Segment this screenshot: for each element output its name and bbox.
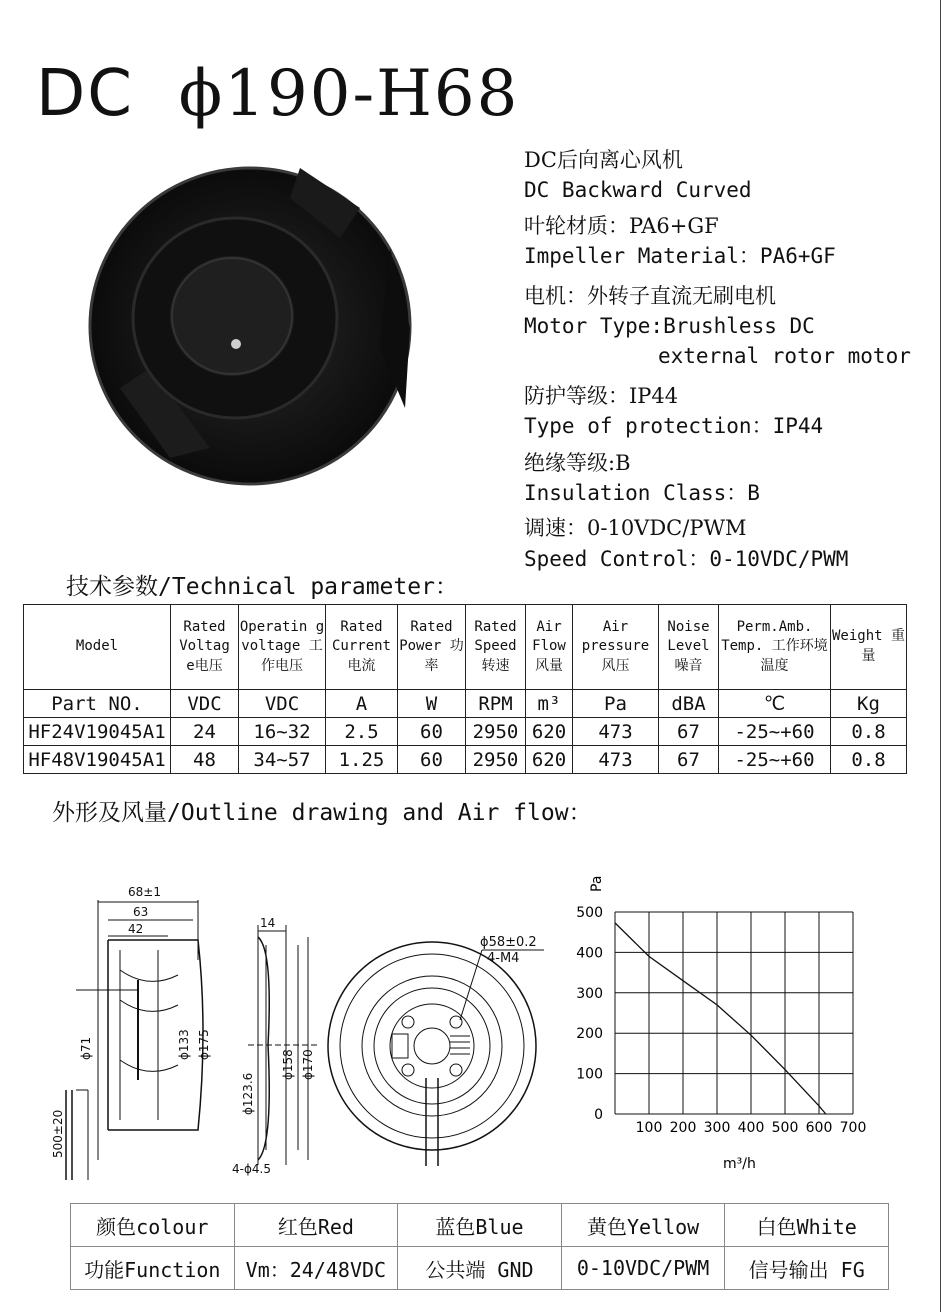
dim-175: ϕ175 bbox=[197, 1029, 211, 1060]
y-tick-label: 100 bbox=[576, 1066, 603, 1083]
dim-14: 14 bbox=[260, 916, 276, 930]
function-header: 功能Function bbox=[71, 1247, 235, 1290]
header-weight: Weight 重量 bbox=[831, 605, 907, 690]
dim-58: ϕ58±0.2 bbox=[480, 935, 537, 950]
spec-motor-en2: external rotor motor bbox=[658, 344, 911, 368]
pq-curve-line bbox=[615, 923, 826, 1114]
table-row bbox=[71, 1204, 889, 1247]
colour-white: 白色White bbox=[725, 1204, 889, 1247]
x-tick-label: 400 bbox=[737, 1120, 765, 1136]
dim-123: ϕ123.6 bbox=[241, 1072, 255, 1115]
airflow-chart bbox=[565, 870, 920, 1180]
dim-68: 68±1 bbox=[128, 885, 161, 899]
x-tick-label: 200 bbox=[669, 1120, 697, 1136]
table-cell: -25~+60 bbox=[719, 718, 831, 746]
tech-units-row bbox=[24, 690, 907, 718]
spec-motor-cn: 电机：外转子直流无刷电机 bbox=[524, 284, 776, 308]
spec-protection-en: Type of protection：IP44 bbox=[524, 414, 824, 438]
spec-speed-en: Speed Control：0-10VDC/PWM bbox=[524, 547, 849, 571]
header-operating-voltage: Operatin g voltage 工作电压 bbox=[239, 605, 326, 690]
unit-cell: Kg bbox=[831, 690, 907, 718]
table-cell: 620 bbox=[526, 746, 573, 774]
colour-blue: 蓝色Blue bbox=[398, 1204, 562, 1247]
title-model: 190-H68 bbox=[224, 57, 520, 131]
header-rated-voltage: Rated Voltag e电压 bbox=[171, 605, 239, 690]
function-vm: Vm：24/48VDC bbox=[234, 1247, 398, 1290]
table-cell: 16~32 bbox=[239, 718, 326, 746]
x-tick-label: 100 bbox=[635, 1120, 663, 1136]
header-rated-power: Rated Power 功率 bbox=[398, 605, 466, 690]
product-title bbox=[36, 57, 520, 131]
dim-holes: 4-ϕ4.5 bbox=[232, 1162, 271, 1176]
header-noise-level: Noise Level 噪音 bbox=[659, 605, 719, 690]
table-cell: 34~57 bbox=[239, 746, 326, 774]
header-air-flow: Air Flow 风量 bbox=[526, 605, 573, 690]
chart-grid bbox=[615, 912, 853, 1114]
spec-impeller-cn: 叶轮材质：PA6+GF bbox=[524, 214, 719, 238]
side-view-drawing bbox=[48, 880, 238, 1180]
y-tick-label: 0 bbox=[594, 1107, 603, 1123]
header-rated-speed: Rated Speed 转速 bbox=[466, 605, 526, 690]
unit-cell: VDC bbox=[239, 690, 326, 718]
dim-500: 500±20 bbox=[51, 1109, 65, 1158]
unit-cell: RPM bbox=[466, 690, 526, 718]
spec-type-cn: DC后向离心风机 bbox=[524, 148, 683, 172]
x-tick-label: 500 bbox=[771, 1120, 799, 1136]
tech-heading: 技术参数/Technical parameter： bbox=[66, 574, 458, 600]
x-tick-label: 700 bbox=[839, 1120, 867, 1136]
dim-m4: 4-M4 bbox=[487, 951, 520, 966]
chart-ticks bbox=[576, 905, 866, 1136]
colour-red: 红色Red bbox=[234, 1204, 398, 1247]
colour-header: 颜色colour bbox=[71, 1204, 235, 1247]
unit-cell: W bbox=[398, 690, 466, 718]
spec-motor-en: Motor Type:Brushless DC bbox=[524, 314, 815, 338]
table-cell: 60 bbox=[398, 718, 466, 746]
spec-type-en: DC Backward Curved bbox=[524, 178, 752, 202]
table-cell: 60 bbox=[398, 746, 466, 774]
spec-speed-cn: 调速：0-10VDC/PWM bbox=[524, 516, 747, 540]
table-cell: 0.8 bbox=[831, 746, 907, 774]
wire-colour-table bbox=[70, 1203, 889, 1290]
chart-ylabel: Pa bbox=[589, 875, 605, 892]
function-fg: 信号输出 FG bbox=[725, 1247, 889, 1290]
y-tick-label: 400 bbox=[576, 945, 603, 962]
function-control: 0-10VDC/PWM bbox=[561, 1247, 725, 1290]
table-cell: 48 bbox=[171, 746, 239, 774]
table-cell: 473 bbox=[573, 746, 659, 774]
table-cell: 2.5 bbox=[326, 718, 398, 746]
dim-158: ϕ158 bbox=[281, 1049, 295, 1080]
chart-xlabel: m³/h bbox=[723, 1156, 756, 1172]
dim-133: ϕ133 bbox=[177, 1029, 191, 1060]
spec-impeller-en: Impeller Material：PA6+GF bbox=[524, 244, 836, 268]
dim-71: ϕ71 bbox=[79, 1036, 93, 1060]
table-cell: 2950 bbox=[466, 746, 526, 774]
spec-insulation-cn: 绝缘等级:B bbox=[524, 451, 631, 475]
table-cell: -25~+60 bbox=[719, 746, 831, 774]
dim-42: 42 bbox=[128, 922, 144, 936]
dim-170: ϕ170 bbox=[301, 1049, 315, 1080]
spec-protection-cn: 防护等级：IP44 bbox=[524, 384, 679, 408]
title-phi: ϕ bbox=[178, 57, 225, 131]
x-tick-label: 300 bbox=[703, 1120, 731, 1136]
dim-63: 63 bbox=[133, 905, 149, 919]
tech-table bbox=[23, 604, 907, 774]
function-gnd: 公共端 GND bbox=[398, 1247, 562, 1290]
unit-cell: Pa bbox=[573, 690, 659, 718]
spec-insulation-en: Insulation Class：B bbox=[524, 481, 760, 505]
y-tick-label: 500 bbox=[576, 905, 603, 921]
unit-cell: A bbox=[326, 690, 398, 718]
mounting-view-drawing bbox=[228, 915, 323, 1180]
table-cell: 2950 bbox=[466, 718, 526, 746]
front-view-drawing bbox=[322, 928, 552, 1173]
table-cell: 24 bbox=[171, 718, 239, 746]
unit-cell: ℃ bbox=[719, 690, 831, 718]
header-air-pressure: Air pressure 风压 bbox=[573, 605, 659, 690]
header-model: Model bbox=[24, 605, 171, 690]
unit-cell: Part NO. bbox=[24, 690, 171, 718]
y-tick-label: 200 bbox=[576, 1026, 603, 1043]
unit-cell: dBA bbox=[659, 690, 719, 718]
unit-cell: VDC bbox=[171, 690, 239, 718]
table-cell: 67 bbox=[659, 718, 719, 746]
table-cell: 67 bbox=[659, 746, 719, 774]
title-prefix: DC bbox=[36, 57, 134, 131]
table-cell: HF48V19045A1 bbox=[24, 746, 171, 774]
page-right-border bbox=[940, 0, 941, 1312]
fan-photo bbox=[60, 148, 480, 518]
table-cell: 1.25 bbox=[326, 746, 398, 774]
table-row bbox=[24, 746, 907, 774]
header-temp: Perm.Amb. Temp. 工作环境温度 bbox=[719, 605, 831, 690]
header-rated-current: Rated Current 电流 bbox=[326, 605, 398, 690]
table-cell: 0.8 bbox=[831, 718, 907, 746]
table-row bbox=[71, 1247, 889, 1290]
table-cell: HF24V19045A1 bbox=[24, 718, 171, 746]
outline-heading: 外形及风量/Outline drawing and Air flow： bbox=[52, 800, 592, 826]
colour-yellow: 黄色Yellow bbox=[561, 1204, 725, 1247]
table-row bbox=[24, 718, 907, 746]
unit-cell: m³ bbox=[526, 690, 573, 718]
x-tick-label: 600 bbox=[805, 1120, 833, 1136]
y-tick-label: 300 bbox=[576, 985, 603, 1002]
tech-header-row bbox=[24, 605, 907, 690]
table-cell: 473 bbox=[573, 718, 659, 746]
table-cell: 620 bbox=[526, 718, 573, 746]
